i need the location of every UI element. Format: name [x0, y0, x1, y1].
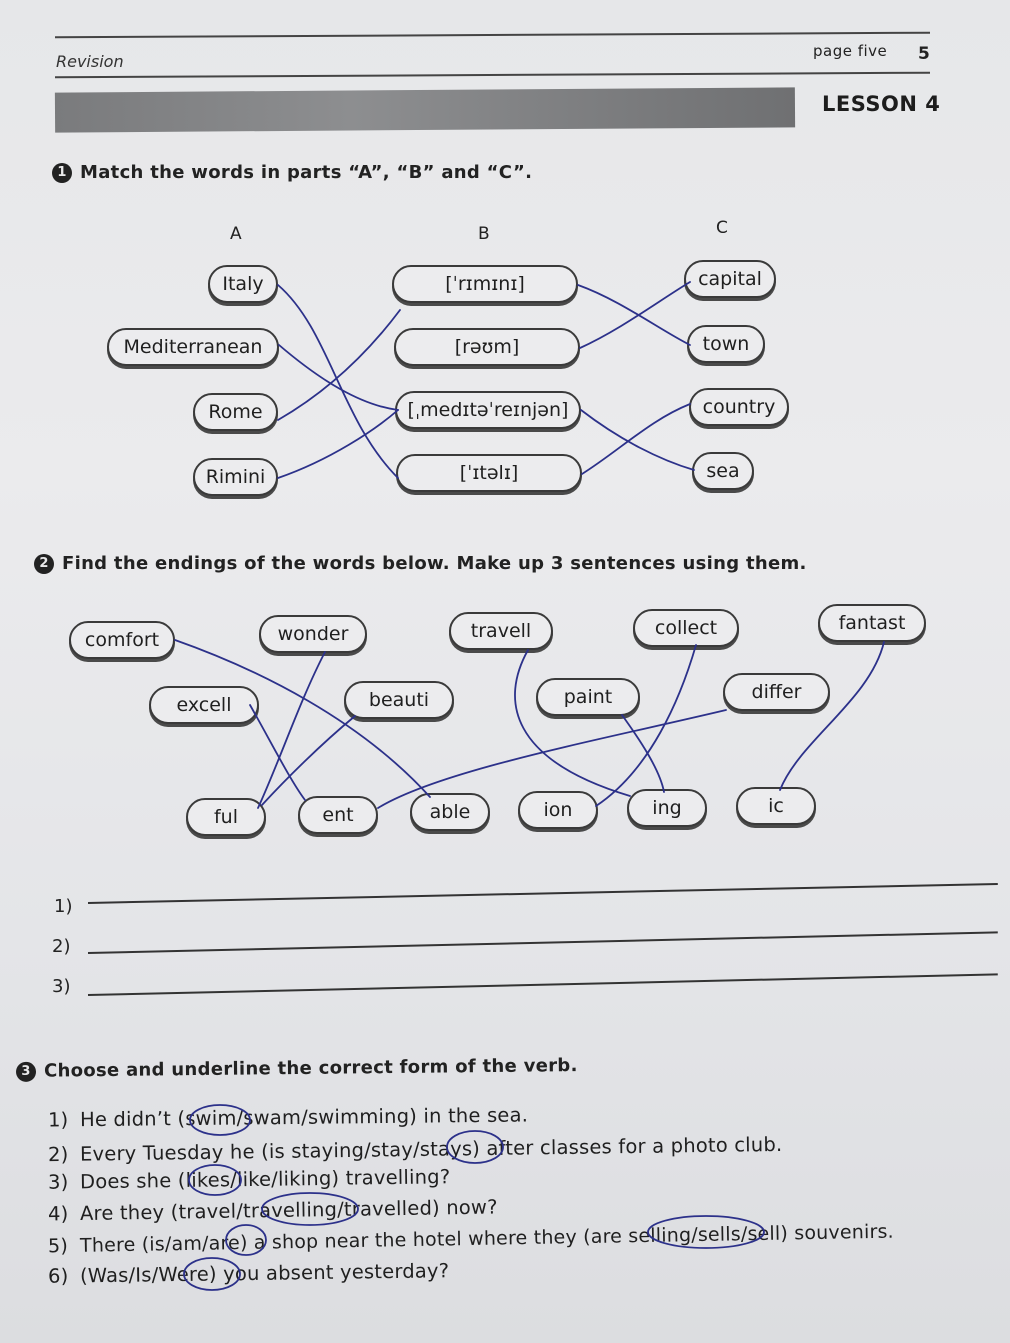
- stem-differ: differ: [723, 673, 830, 711]
- word-a-mediterranean: Mediterranean: [107, 328, 279, 366]
- stem-comfort: comfort: [69, 621, 175, 659]
- match-line: [580, 282, 690, 348]
- match-line: [278, 310, 400, 420]
- exercise3-instruction-text: Choose and underline the correct form of the verb.: [43, 1055, 578, 1082]
- match-line: [278, 410, 398, 478]
- exercise3-number: 3: [16, 1062, 36, 1082]
- transcription-b-mediterranean: [ˌmedɪtəˈreɪnjən]: [395, 391, 581, 429]
- transcription-b-rome: [rəʊm]: [394, 328, 580, 366]
- column-b-head: B: [478, 224, 490, 244]
- answer-line-number: 3): [52, 976, 71, 997]
- match-line: [515, 650, 630, 796]
- word-c-country: country: [689, 388, 789, 426]
- header-top-rule: [55, 32, 930, 38]
- word-a-rome: Rome: [193, 393, 278, 431]
- stem-beauti: beauti: [344, 681, 454, 719]
- column-c-head: C: [716, 218, 728, 238]
- answer-line-number: 2): [52, 936, 71, 957]
- exercise3-item: 6) (Was/Is/Were) you absent yesterday?: [47, 1259, 450, 1288]
- stem-paint: paint: [536, 678, 640, 716]
- lesson-banner-bar: [55, 87, 795, 132]
- answer-line-number: 1): [54, 896, 73, 917]
- column-a-head: A: [230, 224, 242, 244]
- exercise2-instruction: [34, 553, 807, 574]
- match-line: [250, 705, 305, 800]
- header-bottom-rule: [55, 72, 930, 78]
- match-line: [622, 715, 664, 792]
- match-line: [278, 285, 398, 478]
- match-line: [582, 404, 690, 474]
- ending-ing: ing: [627, 789, 707, 827]
- ending-able: able: [410, 793, 490, 831]
- exercise3-item: 3) Does she (likes/like/liking) travelling?: [47, 1165, 451, 1194]
- stem-excell: excell: [149, 686, 259, 724]
- page-label: page five: [813, 42, 888, 60]
- stem-travell: travell: [449, 612, 553, 650]
- answer-line[interactable]: [88, 883, 998, 904]
- page-number: 5: [918, 44, 930, 64]
- match-line: [262, 716, 355, 805]
- transcription-b-italy: [ˈɪtəlɪ]: [396, 454, 582, 492]
- match-line: [279, 345, 398, 410]
- exercise2-number: 2: [34, 554, 54, 574]
- transcription-b-rimini: [ˈrɪmɪnɪ]: [392, 265, 578, 303]
- section-label: Revision: [56, 52, 124, 71]
- lesson-title: LESSON 4: [822, 92, 941, 116]
- match-line: [581, 410, 694, 470]
- word-a-italy: Italy: [208, 265, 278, 303]
- match-line: [258, 652, 325, 808]
- exercise3-item: 2) Every Tuesday he (is staying/stay/stays) after classes for a photo club.: [47, 1132, 783, 1167]
- ending-ic: ic: [736, 787, 816, 825]
- exercise3-item: 1) He didn’t (swim/swam/swimming) in the sea.: [47, 1103, 529, 1132]
- exercise2-instruction-text: Find the endings of the words below. Make up 3 sentences using them.: [62, 553, 807, 574]
- word-c-sea: sea: [692, 452, 754, 490]
- exercise1-number: 1: [52, 163, 72, 183]
- stem-wonder: wonder: [259, 615, 367, 653]
- word-a-rimini: Rimini: [193, 458, 278, 496]
- exercise1-instruction-text: Match the words in parts “A”, “B” and “C”.: [80, 162, 533, 183]
- word-c-capital: capital: [684, 260, 776, 298]
- exercise3-instruction: [16, 1055, 578, 1082]
- stem-collect: collect: [633, 609, 739, 647]
- answer-line[interactable]: [88, 931, 998, 953]
- match-line: [578, 285, 690, 345]
- answer-line[interactable]: [88, 973, 998, 995]
- stem-fantast: fantast: [818, 604, 926, 642]
- ending-ent: ent: [298, 796, 378, 834]
- match-line: [596, 645, 696, 806]
- ending-ful: ful: [186, 798, 266, 836]
- exercise1-instruction: [52, 162, 532, 183]
- exercise3-item: 4) Are they (travel/travelling/travelled) now?: [47, 1195, 498, 1226]
- exercise3-item: 5) There (is/am/are) a shop near the hotel where they (are selling/sells/sell) souvenirs.: [47, 1220, 895, 1258]
- ending-ion: ion: [518, 791, 598, 829]
- word-c-town: town: [687, 325, 765, 363]
- match-line: [780, 642, 884, 790]
